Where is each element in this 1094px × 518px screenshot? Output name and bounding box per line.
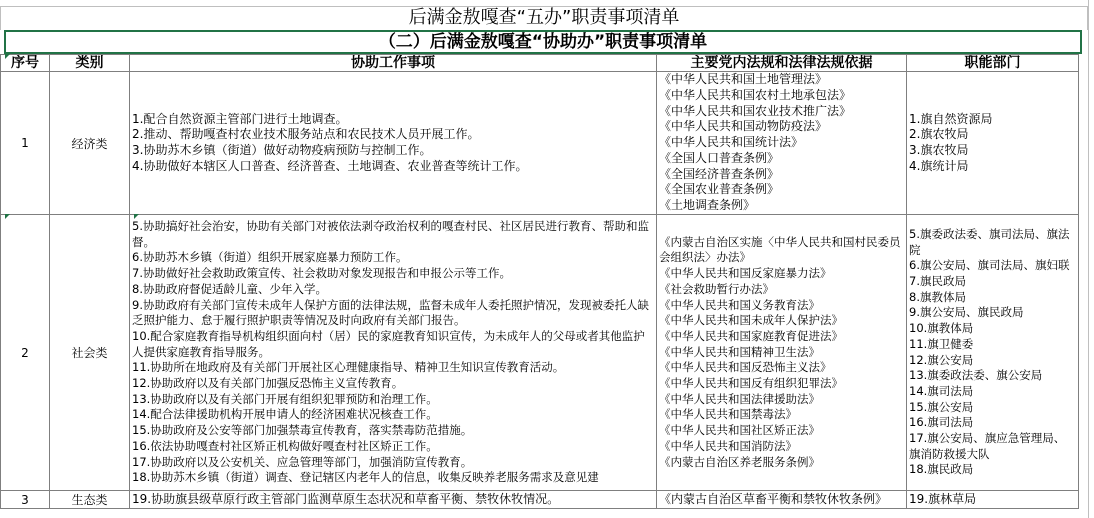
row-category[interactable]: 经济类 <box>50 72 130 215</box>
task-item: 4.协助做好本辖区人口普查、经济普查、土地调查、农业普查等统计工作。 <box>132 158 528 173</box>
task-item: 2.推动、帮助嘎查村农业技术服务站点和农民技术人员开展工作。 <box>132 127 480 142</box>
law-item: 《中华人民共和国禁毒法》 <box>659 407 797 422</box>
law-item: 《中华人民共和国农业技术推广法》 <box>659 103 852 118</box>
task-item: 11.协助所在地政府及有关部门开展社区心理健康指导、精神卫生知识宣传教育活动。 <box>132 360 565 375</box>
row-category[interactable]: 社会类 <box>50 215 130 491</box>
task-item: 7.协助做好社会救助政策宣传、社会救助对象发现报告和申报公示等工作。 <box>132 266 511 281</box>
table-row <box>1 72 1079 215</box>
dept-item: 5.旗委政法委、旗司法局、旗法院 <box>909 226 1070 257</box>
law-item: 《中华人民共和国反有组织犯罪法》 <box>659 376 843 391</box>
law-item: 《中华人民共和国精神卫生法》 <box>659 344 820 359</box>
row-category[interactable]: 生态类 <box>50 491 130 509</box>
task-item: 9.协助政府有关部门宣传未成年人保护方面的法律法规，监督未成年人委托照护情况，发现被委托人缺乏照护能力、怠于履行照护职责等情况及时向政府有关部门报告。 <box>132 297 649 328</box>
law-item: 《中华人民共和国义务教育法》 <box>659 297 820 312</box>
dept-item: 13.旗委政法委、旗公安局 <box>909 368 1043 383</box>
header-laws[interactable]: 主要党内法规和法律法规依据 <box>657 55 907 72</box>
header-depts[interactable]: 职能部门 <box>907 55 1079 72</box>
header-tasks[interactable]: 协助工作事项 <box>130 55 657 72</box>
table-row <box>1 215 1079 491</box>
dept-item: 8.旗教体局 <box>909 289 966 304</box>
comment-marker-icon <box>5 54 10 59</box>
dept-item: 14.旗司法局 <box>909 383 974 398</box>
laws-cell[interactable] <box>657 72 907 215</box>
duties-table <box>0 54 1079 509</box>
law-item: 《全国人口普查条例》 <box>659 150 780 165</box>
dept-item: 7.旗民政局 <box>909 273 966 288</box>
dept-item: 6.旗公安局、旗司法局、旗妇联 <box>909 258 1070 273</box>
task-item: 13.协助政府以及有关部门开展有组织犯罪预防和治理工作。 <box>132 391 438 406</box>
law-item: 《中华人民共和国反家庭暴力法》 <box>659 266 832 281</box>
row-number[interactable]: 3 <box>1 491 50 509</box>
table-row <box>1 491 1079 509</box>
tasks-cell[interactable] <box>130 215 657 491</box>
law-item: 《中华人民共和国农村土地承包法》 <box>659 88 852 103</box>
sheet-title[interactable]: 后满金敖嘎查“五办”职责事项清单 <box>0 6 1088 30</box>
tasks-cell[interactable] <box>130 72 657 215</box>
dept-item: 19.旗林草局 <box>909 491 977 506</box>
law-item: 《社会救助暂行办法》 <box>659 281 774 296</box>
comment-marker-icon <box>134 214 139 219</box>
tasks-cell[interactable] <box>130 491 657 509</box>
depts-cell[interactable] <box>907 215 1079 491</box>
law-item: 《内蒙古自治区草畜平衡和禁牧休牧条例》 <box>659 491 888 506</box>
law-item: 《中华人民共和国消防法》 <box>659 438 797 453</box>
task-item: 5.协助搞好社会治安，协助有关部门对被依法剥夺政治权利的嘎查村民、社区居民进行教育、帮助和监督。 <box>132 219 649 249</box>
row-number[interactable]: 1 <box>1 72 50 215</box>
dept-item: 18.旗民政局 <box>909 462 974 477</box>
task-item: 16.依法协助嘎查村社区矫正机构做好嘎查村社区矫正工作。 <box>132 438 438 453</box>
law-item: 《中华人民共和国社区矫正法》 <box>659 423 820 438</box>
dept-item: 3.旗农牧局 <box>909 143 969 157</box>
law-item: 《中华人民共和国法律援助法》 <box>659 391 820 406</box>
comment-marker-icon <box>5 214 10 219</box>
law-item: 《中华人民共和国未成年人保护法》 <box>659 313 843 328</box>
depts-cell[interactable] <box>907 72 1079 215</box>
dept-item: 16.旗司法局 <box>909 415 974 430</box>
dept-item: 9.旗公安局、旗民政局 <box>909 305 1024 320</box>
table-header-row <box>1 55 1079 72</box>
dept-item: 1.旗自然资源局 <box>909 111 993 126</box>
task-item: 3.协助苏木乡镇（街道）做好动物疫病预防与控制工作。 <box>132 143 432 157</box>
law-item: 《中华人民共和国动物防疫法》 <box>659 119 828 134</box>
laws-cell[interactable] <box>657 491 907 509</box>
task-item: 8.协助政府督促适龄儿童、少年入学。 <box>132 281 327 296</box>
task-item: 1.配合自然资源主管部门进行土地调查。 <box>132 111 348 126</box>
header-no[interactable]: 序号 <box>1 55 50 72</box>
dept-item: 4.旗统计局 <box>909 158 969 173</box>
task-item: 10.配合家庭教育指导机构组织面向村（居）民的家庭教育知识宣传，为未成年人的父母或者其他监护人提供家庭教育指导服务。 <box>132 328 645 359</box>
sheet-right-edge <box>1088 0 1094 518</box>
law-item: 《内蒙古自治区养老服务条例》 <box>659 454 820 469</box>
row-number[interactable]: 2 <box>1 215 50 491</box>
dept-item: 12.旗公安局 <box>909 352 974 367</box>
law-item: 《中华人民共和国反恐怖主义法》 <box>659 360 832 375</box>
dept-item: 15.旗公安局 <box>909 399 974 414</box>
task-item: 18.协助苏木乡镇（街道）调查、登记辖区内老年人的信息，收集反映养老服务需求及意见建 <box>132 470 599 485</box>
law-item: 《全国经济普查条例》 <box>659 166 780 181</box>
law-item: 《全国农业普查条例》 <box>659 182 780 197</box>
laws-cell[interactable] <box>657 215 907 491</box>
task-item: 15.协助政府及公安等部门加强禁毒宣传教育，落实禁毒防范措施。 <box>132 423 473 438</box>
task-item: 6.协助苏木乡镇（街道）组织开展家庭暴力预防工作。 <box>132 250 408 265</box>
header-category[interactable]: 类别 <box>50 55 130 72</box>
sheet-subtitle-selected-cell[interactable]: （二）后满金敖嘎查“协助办”职责事项清单 <box>4 30 1082 54</box>
task-item: 12.协助政府以及有关部门加强反恐怖主义宣传教育。 <box>132 376 404 391</box>
law-item: 《中华人民共和国家庭教育促进法》 <box>659 328 843 343</box>
dept-item: 2.旗农牧局 <box>909 127 969 142</box>
law-item: 《中华人民共和国土地管理法》 <box>659 72 828 87</box>
task-item: 17.协助政府以及公安机关、应急管理等部门，加强消防宣传教育。 <box>132 454 473 469</box>
dept-item: 10.旗教体局 <box>909 321 974 336</box>
task-item: 14.配合法律援助机构开展申请人的经济困难状况核查工作。 <box>132 407 438 422</box>
dept-item: 17.旗公安局、旗应急管理局、旗消防救援大队 <box>909 431 1066 461</box>
law-item: 《中华人民共和国统计法》 <box>659 135 804 150</box>
dept-item: 11.旗卫健委 <box>909 336 974 351</box>
task-item: 19.协助旗县级草原行政主管部门监测草原生态状况和草畜平衡、禁牧休牧情况。 <box>132 491 560 506</box>
depts-cell[interactable] <box>907 491 1079 509</box>
law-item: 《土地调查条例》 <box>659 197 756 212</box>
law-item: 《内蒙古自治区实施〈中华人民共和国村民委员会组织法〉办法》 <box>659 234 901 265</box>
